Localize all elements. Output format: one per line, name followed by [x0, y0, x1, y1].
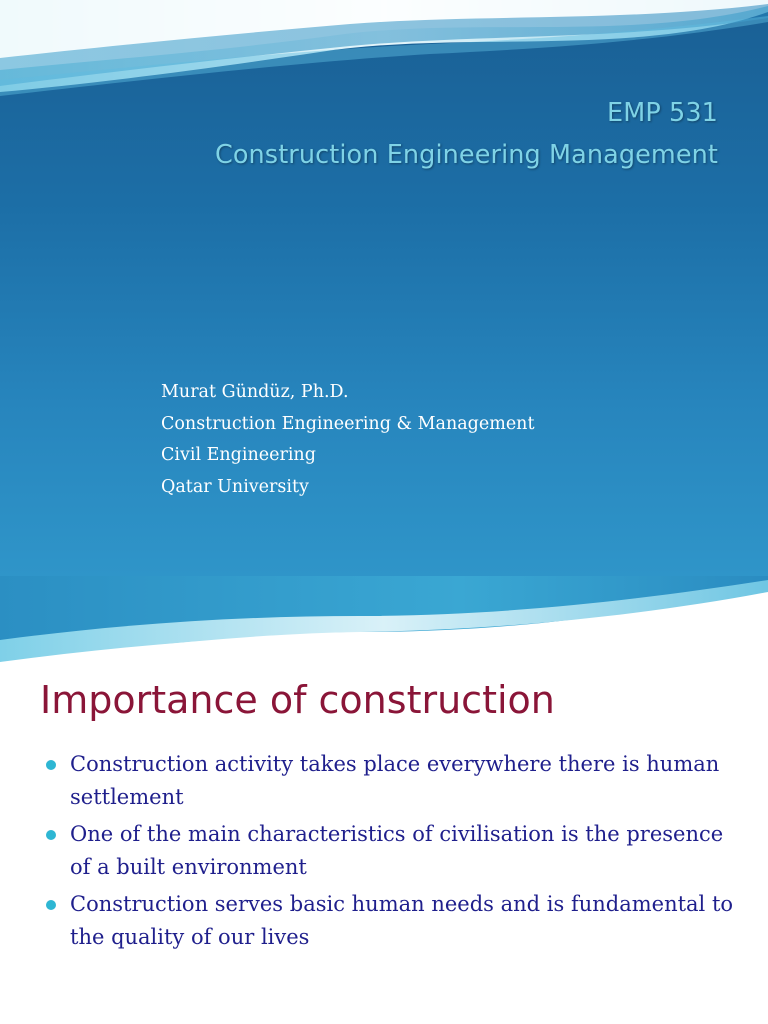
bullet-icon	[46, 830, 56, 840]
slide-title	[215, 92, 718, 176]
course-code: EMP 531	[607, 98, 718, 128]
presenter-program: Construction Engineering & Management	[161, 413, 535, 434]
bullet-item	[46, 888, 736, 954]
bullet-icon	[46, 900, 56, 910]
bullet-text: Construction serves basic human needs and is fundamental to the quality of our lives	[70, 892, 734, 949]
bullet-icon	[46, 760, 56, 770]
presenter-university: Qatar University	[161, 476, 309, 497]
presenter-info	[161, 377, 534, 503]
slide-heading: Importance of construction	[40, 678, 555, 722]
bullet-list	[46, 748, 736, 958]
header-wave-decoration	[0, 576, 768, 668]
bullet-text: Construction activity takes place everywhere there is human settlement	[70, 752, 720, 809]
content-slide	[0, 576, 768, 1024]
bullet-text: One of the main characteristics of civilisation is the presence of a built environment	[70, 822, 724, 879]
bullet-item	[46, 748, 736, 814]
course-name: Construction Engineering Management	[214, 140, 718, 170]
presenter-department: Civil Engineering	[161, 445, 316, 465]
bullet-item	[46, 818, 736, 884]
presenter-name: Murat Gündüz, Ph.D.	[161, 382, 349, 402]
